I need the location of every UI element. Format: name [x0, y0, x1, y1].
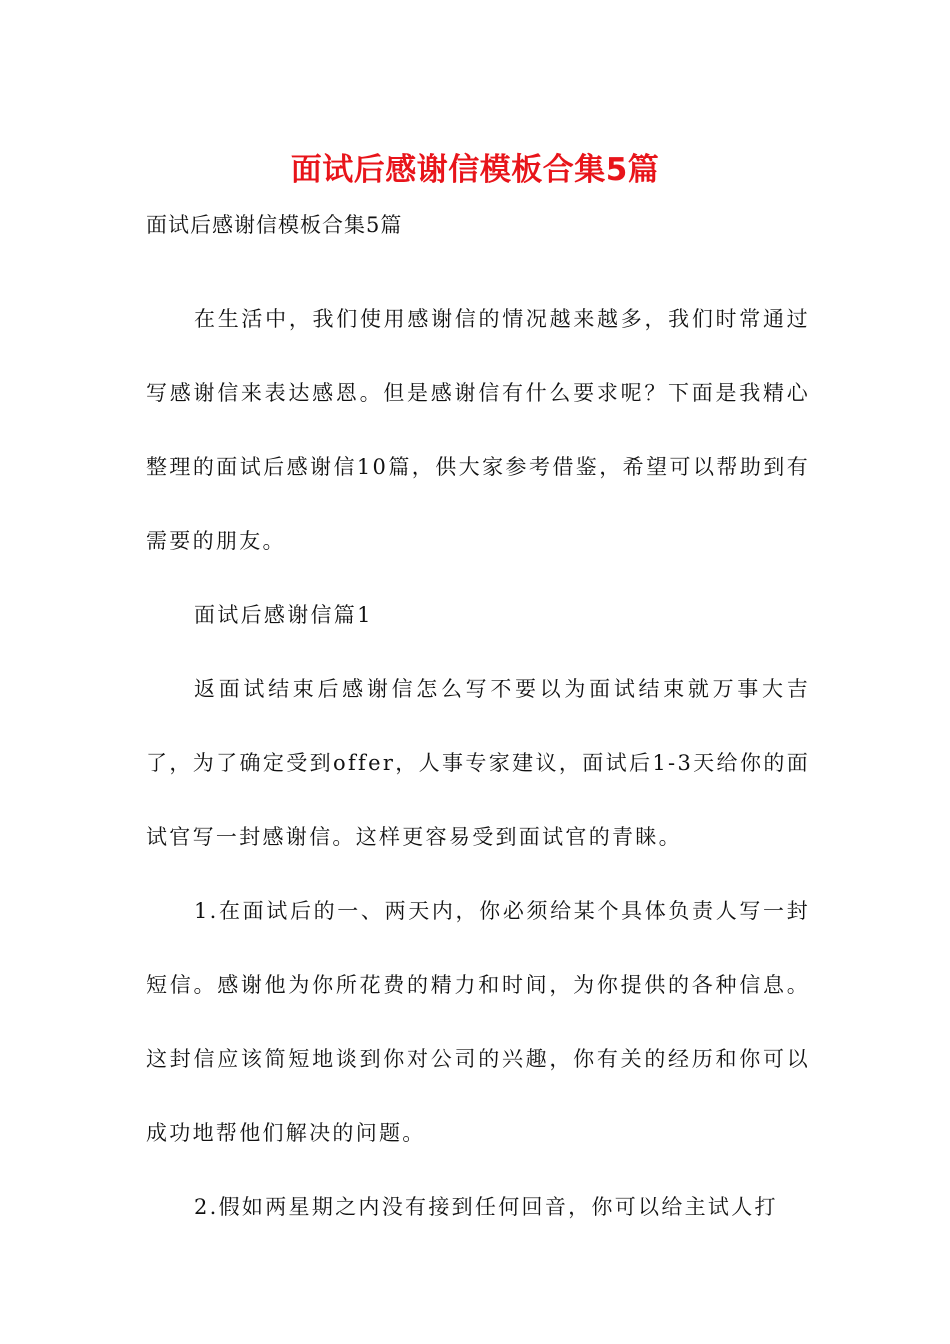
document-body: [146, 206, 810, 1244]
paragraph-3: 2.假如两星期之内没有接到任何回音，你可以给主试人打: [194, 1195, 778, 1219]
spacer: [146, 244, 810, 282]
paragraph-1: 返面试结束后感谢信怎么写不要以为面试结束就万事大吉了，为了确定受到offer，人事专家建议，面试后1-3天给你的面试官写一封感谢信。这样更容易受到面试官的青睐。: [146, 677, 810, 849]
section-heading-1: 面试后感谢信篇1: [194, 603, 373, 627]
paragraph-2: 1.在面试后的一、两天内，你必须给某个具体负责人写一封短信。感谢他为你所花费的精力和时间，为你提供的各种信息。这封信应该简短地谈到你对公司的兴趣，你有关的经历和你可以成功地帮他们解决的问题。: [146, 899, 810, 1145]
document-subtitle: 面试后感谢信模板合集5篇: [146, 213, 403, 237]
document-title: 面试后感谢信模板合集5篇: [290, 152, 660, 188]
paragraph-intro: 在生活中，我们使用感谢信的情况越来越多，我们时常通过写感谢信来表达感恩。但是感谢信有什么要求呢？下面是我精心整理的面试后感谢信10篇，供大家参考借鉴，希望可以帮助到有需要的朋友。: [146, 307, 810, 553]
